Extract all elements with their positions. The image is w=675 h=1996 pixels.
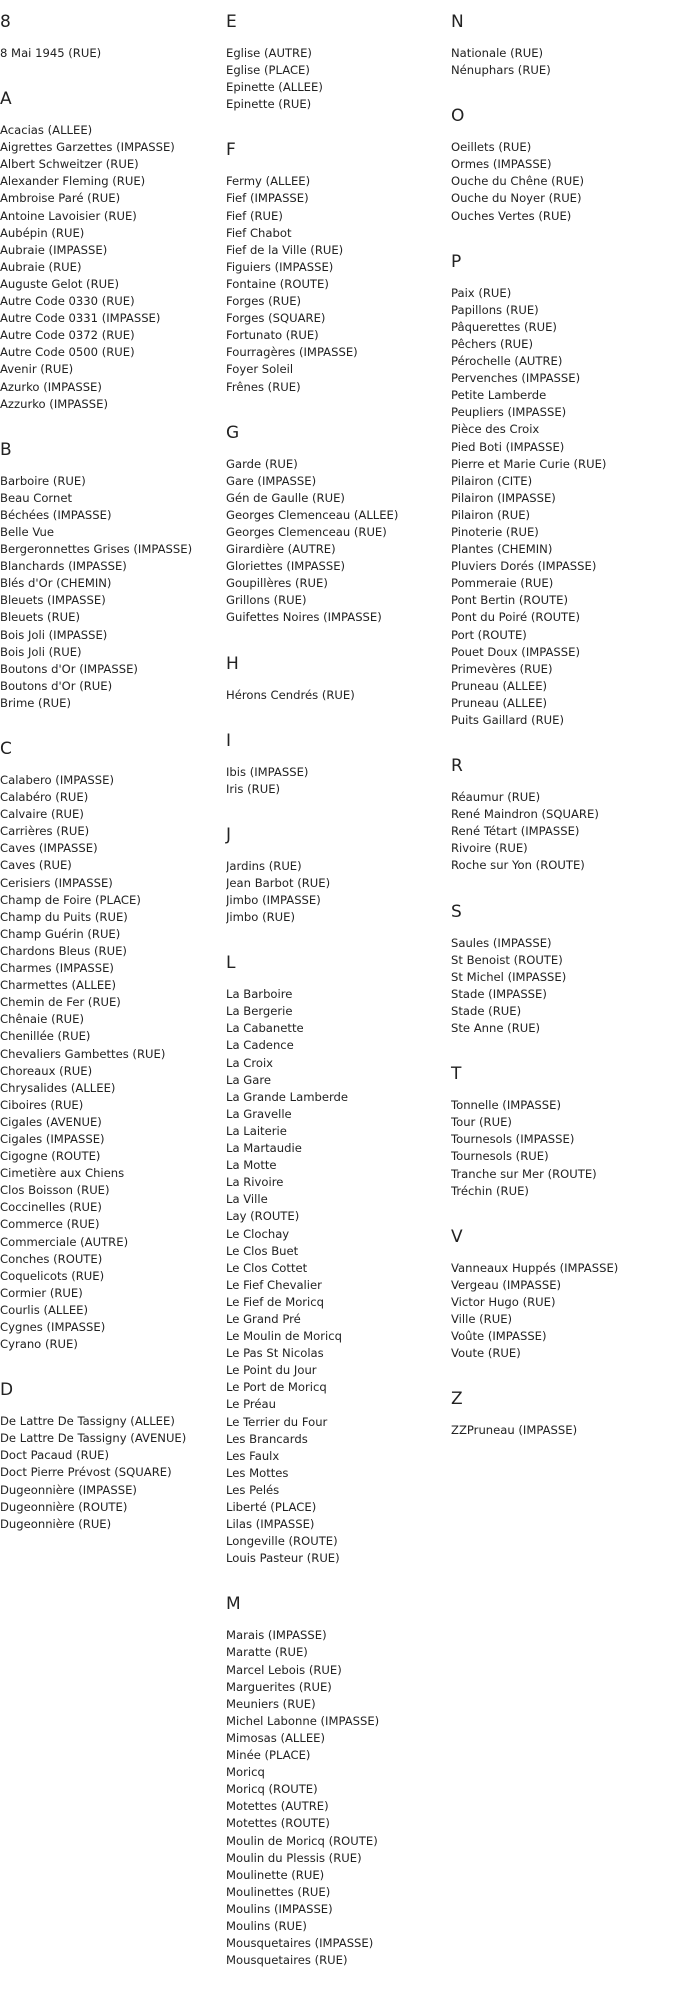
street-link[interactable]: Iris (RUE) [226, 781, 281, 796]
street-link[interactable]: La Rivoire [226, 1175, 284, 1190]
street-link[interactable]: La Martaudie [226, 1141, 302, 1156]
street-list [451, 935, 673, 1038]
street-link[interactable]: 8 Mai 1945 (RUE) [0, 46, 102, 60]
letter-section [226, 140, 448, 395]
street-list [226, 687, 448, 704]
street-list [226, 764, 448, 798]
street-link[interactable]: Lay (ROUTE) [226, 1209, 300, 1224]
letter-section [451, 252, 673, 729]
street-link[interactable]: Blés d'Or (CHEMIN) [0, 576, 112, 591]
section-letter-heading: J [226, 824, 232, 845]
street-link[interactable]: La Ville [226, 1192, 268, 1207]
street-link[interactable]: Chardons Bleus (RUE) [0, 943, 127, 958]
index-column-1 [0, 12, 222, 1560]
street-link[interactable]: Ouche du Noyer (RUE) [451, 191, 582, 206]
street-link[interactable]: Pont du Poiré (ROUTE) [451, 610, 580, 625]
letter-section [226, 1594, 448, 1969]
street-list [451, 1422, 673, 1439]
street-list [0, 772, 222, 1353]
street-link[interactable]: La Cabanette [226, 1021, 304, 1036]
street-link[interactable]: Le Grand Pré [226, 1311, 301, 1326]
street-list [451, 139, 673, 224]
street-link[interactable]: Antoine Lavoisier (RUE) [0, 208, 137, 223]
street-link[interactable]: Epinette (RUE) [226, 97, 312, 112]
street-link[interactable]: Maratte (RUE) [226, 1645, 308, 1660]
street-link[interactable]: Autre Code 0500 (RUE) [0, 345, 135, 360]
street-link[interactable]: Nénuphars (RUE) [451, 63, 551, 78]
street-list [226, 173, 448, 395]
street-link[interactable]: St Michel (IMPASSE) [451, 969, 567, 984]
section-letter-heading: R [451, 756, 463, 777]
street-link[interactable]: Calabero (IMPASSE) [0, 773, 115, 787]
street-link[interactable]: Barboire (RUE) [0, 473, 86, 488]
street-link[interactable]: Motettes (AUTRE) [226, 1799, 329, 1814]
street-link[interactable]: Voute (RUE) [451, 1346, 521, 1361]
letter-section [451, 902, 673, 1038]
street-link[interactable]: Belle Vue [0, 524, 54, 539]
street-link[interactable]: La Motte [226, 1158, 277, 1173]
street-link[interactable]: Carrières (RUE) [0, 824, 90, 839]
street-link[interactable]: La Cadence [226, 1038, 294, 1053]
street-link[interactable]: Forges (SQUARE) [226, 311, 326, 326]
street-link[interactable]: Stade (IMPASSE) [451, 986, 547, 1001]
street-link[interactable]: Moricq (ROUTE) [226, 1782, 318, 1797]
street-link[interactable]: ZZPruneau (IMPASSE) [451, 1423, 578, 1438]
street-link[interactable]: Le Pas St Nicolas [226, 1346, 324, 1361]
street-link[interactable]: Fief Chabot [226, 225, 292, 240]
street-list [226, 456, 448, 627]
street-link[interactable]: Liberté (PLACE) [226, 1500, 317, 1514]
letter-section [226, 12, 448, 113]
street-link[interactable]: Pierre et Marie Curie (RUE) [451, 456, 607, 471]
section-letter-heading: P [451, 251, 462, 272]
street-list [451, 285, 673, 729]
street-link[interactable]: Alexander Fleming (RUE) [0, 174, 146, 189]
street-link[interactable]: Réaumur (RUE) [451, 790, 541, 805]
street-link[interactable]: Champ Guérin (RUE) [0, 926, 121, 941]
street-link[interactable]: Figuiers (IMPASSE) [226, 259, 334, 274]
street-link[interactable]: Girardière (AUTRE) [226, 542, 336, 557]
street-link[interactable]: Bleuets (RUE) [0, 610, 80, 625]
street-link[interactable]: Pilairon (IMPASSE) [451, 490, 556, 505]
street-link[interactable]: Chenillée (RUE) [0, 1029, 91, 1044]
street-link[interactable]: Cigales (AVENUE) [0, 1114, 102, 1129]
street-link[interactable]: Jardins (RUE) [226, 858, 302, 873]
street-link[interactable]: Calvaire (RUE) [0, 807, 84, 822]
street-link[interactable]: Marais (IMPASSE) [226, 1628, 327, 1643]
street-list [0, 122, 222, 413]
section-letter-heading: L [226, 953, 236, 974]
street-link[interactable]: La Croix [226, 1055, 274, 1070]
street-link[interactable]: Oeillets (RUE) [451, 140, 532, 155]
street-link[interactable]: Boutons d'Or (RUE) [0, 678, 113, 693]
letter-section [0, 1380, 222, 1533]
street-link[interactable]: Chevaliers Gambettes (RUE) [0, 1046, 166, 1061]
street-link[interactable]: Le Clos Buet [226, 1243, 299, 1258]
street-link[interactable]: Pâquerettes (RUE) [451, 319, 557, 334]
street-link[interactable]: Cygnes (IMPASSE) [0, 1320, 106, 1334]
street-link[interactable]: Le Clochay [226, 1226, 290, 1241]
section-letter-heading: F [226, 140, 236, 161]
street-link[interactable]: Port (ROUTE) [451, 627, 527, 642]
street-link[interactable]: Eglise (AUTRE) [226, 46, 312, 60]
street-link[interactable]: Vanneaux Huppés (IMPASSE) [451, 1260, 619, 1275]
street-link[interactable]: Ste Anne (RUE) [451, 1021, 541, 1036]
street-link[interactable]: Primevères (RUE) [451, 661, 553, 676]
street-link[interactable]: Bleuets (IMPASSE) [0, 593, 106, 608]
letter-section [226, 731, 448, 798]
street-link[interactable]: Fief (IMPASSE) [226, 191, 309, 206]
letter-section [451, 756, 673, 874]
street-link[interactable]: Guifettes Noires (IMPASSE) [226, 610, 382, 625]
street-link[interactable]: Choreaux (RUE) [0, 1063, 93, 1078]
street-link[interactable]: Gare (IMPASSE) [226, 473, 317, 488]
street-link[interactable]: Autre Code 0330 (RUE) [0, 294, 135, 309]
section-letter-heading: S [451, 901, 462, 922]
street-link[interactable]: Bergeronnettes Grises (IMPASSE) [0, 542, 193, 557]
street-link[interactable]: Papillons (RUE) [451, 302, 539, 317]
street-link[interactable]: La Bergerie [226, 1004, 293, 1019]
street-link[interactable]: Aubépin (RUE) [0, 225, 85, 240]
street-link[interactable]: Gén de Gaulle (RUE) [226, 490, 345, 505]
section-letter-heading: T [451, 1064, 462, 1085]
street-link[interactable]: Goupillères (RUE) [226, 576, 328, 591]
section-letter-heading: G [226, 422, 240, 443]
street-link[interactable]: Grillons (RUE) [226, 593, 307, 608]
street-link[interactable]: Stade (RUE) [451, 1003, 522, 1018]
street-link[interactable]: Commerce (RUE) [0, 1217, 100, 1232]
street-link[interactable]: Azurko (IMPASSE) [0, 379, 102, 394]
street-link[interactable]: La Gravelle [226, 1106, 292, 1121]
street-link[interactable]: Le Clos Cottet [226, 1260, 308, 1275]
street-link[interactable]: Lilas (IMPASSE) [226, 1517, 315, 1532]
street-link[interactable]: Pommeraie (RUE) [451, 576, 554, 591]
street-link[interactable]: Roche sur Yon (ROUTE) [451, 858, 585, 873]
street-link[interactable]: Motettes (ROUTE) [226, 1816, 330, 1831]
section-letter-heading: E [226, 12, 237, 32]
street-link[interactable]: La Barboire [226, 987, 293, 1002]
street-link[interactable]: Le Préau [226, 1397, 276, 1412]
street-link[interactable]: Aubraie (IMPASSE) [0, 242, 108, 257]
street-link[interactable]: La Laiterie [226, 1123, 287, 1138]
street-link[interactable]: Ibis (IMPASSE) [226, 764, 309, 779]
street-link[interactable]: Bois Joli (RUE) [0, 644, 82, 659]
street-link[interactable]: Pêchers (RUE) [451, 336, 533, 351]
street-link[interactable]: Caves (RUE) [0, 858, 72, 873]
street-list [451, 1260, 673, 1363]
street-link[interactable]: Moulins (IMPASSE) [226, 1901, 333, 1916]
street-link[interactable]: Les Mottes [226, 1465, 289, 1480]
street-link[interactable]: Dugeonnière (RUE) [0, 1516, 112, 1531]
section-letter-heading: N [451, 12, 464, 32]
street-link[interactable]: Caves (IMPASSE) [0, 841, 98, 856]
street-link[interactable]: Ouches Vertes (RUE) [451, 208, 572, 223]
street-link[interactable]: Garde (RUE) [226, 456, 298, 471]
street-link[interactable]: Boutons d'Or (IMPASSE) [0, 661, 138, 676]
street-link[interactable]: Cormier (RUE) [0, 1285, 83, 1300]
street-list [226, 45, 448, 113]
letter-section [226, 423, 448, 627]
index-column-3 [451, 12, 673, 1466]
street-link[interactable]: Meuniers (RUE) [226, 1696, 316, 1711]
street-link[interactable]: Moulinettes (RUE) [226, 1884, 331, 1899]
street-link[interactable]: Pied Boti (IMPASSE) [451, 439, 565, 454]
street-link[interactable]: Le Terrier du Four [226, 1414, 328, 1429]
street-link[interactable]: Epinette (ALLEE) [226, 80, 323, 95]
letter-section [226, 953, 448, 1567]
street-link[interactable]: Nationale (RUE) [451, 46, 544, 60]
street-link[interactable]: Aubraie (RUE) [0, 259, 82, 274]
street-link[interactable]: Auguste Gelot (RUE) [0, 276, 119, 291]
index-column-2 [226, 12, 448, 1996]
street-link[interactable]: Commerciale (AUTRE) [0, 1234, 129, 1249]
street-link[interactable]: Tonnelle (IMPASSE) [451, 1098, 561, 1113]
street-link[interactable]: Champ de Foire (PLACE) [0, 892, 141, 907]
street-link[interactable]: Cigogne (ROUTE) [0, 1149, 101, 1164]
letter-section [0, 12, 222, 62]
street-link[interactable]: Autre Code 0331 (IMPASSE) [0, 311, 161, 326]
street-link[interactable]: Victor Hugo (RUE) [451, 1294, 556, 1309]
street-link[interactable]: Tour (RUE) [451, 1115, 512, 1130]
street-link[interactable]: Courlis (ALLEE) [0, 1302, 89, 1317]
letter-section [0, 89, 222, 413]
street-link[interactable]: Coccinelles (RUE) [0, 1200, 102, 1215]
street-link[interactable]: Peupliers (IMPASSE) [451, 405, 567, 420]
street-link[interactable]: Cerisiers (IMPASSE) [0, 875, 113, 890]
section-letter-heading: A [0, 89, 12, 110]
street-link[interactable]: Petite Lamberde [451, 388, 547, 403]
letter-section [451, 1064, 673, 1200]
street-link[interactable]: Pérochelle (AUTRE) [451, 354, 563, 369]
street-link[interactable]: Mousquetaires (IMPASSE) [226, 1936, 374, 1951]
street-link[interactable]: Champ du Puits (RUE) [0, 909, 128, 924]
street-link[interactable]: Paix (RUE) [451, 285, 512, 300]
section-letter-heading: D [0, 1380, 14, 1401]
street-link[interactable]: Frênes (RUE) [226, 379, 301, 394]
street-link[interactable]: Plantes (CHEMIN) [451, 542, 553, 557]
street-link[interactable]: Ciboires (RUE) [0, 1097, 84, 1112]
street-link[interactable]: Ouche du Chêne (RUE) [451, 174, 585, 189]
street-link[interactable]: Les Brancards [226, 1431, 308, 1446]
street-link[interactable]: La Gare [226, 1072, 271, 1087]
street-link[interactable]: Albert Schweitzer (RUE) [0, 157, 139, 172]
street-link[interactable]: Le Fief de Moricq [226, 1294, 325, 1309]
street-list [0, 45, 222, 62]
street-link[interactable]: Georges Clemenceau (RUE) [226, 524, 387, 539]
street-link[interactable]: Marcel Lebois (RUE) [226, 1662, 342, 1677]
street-link[interactable]: De Lattre De Tassigny (AVENUE) [0, 1431, 187, 1446]
street-link[interactable]: Les Pelés [226, 1482, 280, 1497]
street-link[interactable]: Fermy (ALLEE) [226, 174, 311, 189]
street-list [0, 1413, 222, 1533]
street-link[interactable]: Foyer Soleil [226, 362, 294, 377]
street-link[interactable]: Le Point du Jour [226, 1363, 317, 1378]
street-link[interactable]: Charmettes (ALLEE) [0, 978, 117, 993]
street-list [226, 1627, 448, 1969]
letter-section [0, 440, 222, 712]
street-link[interactable]: Tournesols (IMPASSE) [451, 1132, 575, 1147]
section-letter-heading: I [226, 730, 232, 751]
letter-section [451, 12, 673, 79]
street-link[interactable]: Moulin de Moricq (ROUTE) [226, 1833, 378, 1848]
street-link[interactable]: Cimetière aux Chiens [0, 1166, 125, 1181]
street-link[interactable]: Chemin de Fer (RUE) [0, 995, 121, 1010]
street-link[interactable]: Hérons Cendrés (RUE) [226, 687, 355, 702]
street-list [451, 1097, 673, 1200]
street-link[interactable]: Rivoire (RUE) [451, 841, 528, 856]
street-link[interactable]: Pouet Doux (IMPASSE) [451, 644, 580, 659]
street-link[interactable]: Ambroise Paré (RUE) [0, 191, 121, 206]
street-link[interactable]: René Tétart (IMPASSE) [451, 824, 580, 839]
street-link[interactable]: Conches (ROUTE) [0, 1251, 103, 1266]
street-link[interactable]: Eglise (PLACE) [226, 63, 310, 78]
street-link[interactable]: Doct Pierre Prévost (SQUARE) [0, 1465, 172, 1480]
section-letter-heading: 8 [0, 12, 11, 32]
street-link[interactable]: Moulin du Plessis (RUE) [226, 1850, 362, 1865]
street-link[interactable]: Jimbo (RUE) [226, 910, 295, 925]
street-link[interactable]: Forges (RUE) [226, 294, 302, 309]
street-link[interactable]: Pervenches (IMPASSE) [451, 371, 581, 386]
street-link[interactable]: Mimosas (ALLEE) [226, 1730, 326, 1745]
street-link[interactable]: Clos Boisson (RUE) [0, 1183, 110, 1198]
street-link[interactable]: Coquelicots (RUE) [0, 1268, 105, 1283]
street-link[interactable]: Brime (RUE) [0, 695, 71, 710]
street-link[interactable]: Blanchards (IMPASSE) [0, 559, 127, 574]
street-link[interactable]: Jimbo (IMPASSE) [226, 893, 321, 907]
street-link[interactable]: Fourragères (IMPASSE) [226, 345, 358, 360]
street-list [226, 986, 448, 1567]
street-link[interactable]: René Maindron (SQUARE) [451, 807, 599, 822]
street-link[interactable]: Tréchin (RUE) [451, 1183, 529, 1198]
section-letter-heading: B [0, 439, 12, 460]
street-link[interactable]: Pluviers Dorés (IMPASSE) [451, 559, 597, 574]
street-list [0, 473, 222, 712]
street-link[interactable]: Mousquetaires (RUE) [226, 1953, 348, 1968]
street-link[interactable]: Aigrettes Garzettes (IMPASSE) [0, 140, 175, 155]
street-link[interactable]: Fontaine (ROUTE) [226, 276, 329, 291]
street-link[interactable]: Tranche sur Mer (ROUTE) [451, 1166, 597, 1181]
street-link[interactable]: Bois Joli (IMPASSE) [0, 627, 108, 642]
street-link[interactable]: Les Faulx [226, 1448, 280, 1463]
street-link[interactable]: Marguerites (RUE) [226, 1679, 332, 1694]
street-link[interactable]: Pruneau (ALLEE) [451, 695, 548, 710]
letter-section [0, 739, 222, 1353]
street-link[interactable]: Vergeau (IMPASSE) [451, 1277, 562, 1292]
section-letter-heading: V [451, 1226, 463, 1247]
street-link[interactable]: Puits Gaillard (RUE) [451, 713, 565, 727]
street-link[interactable]: Georges Clemenceau (ALLEE) [226, 507, 399, 522]
section-letter-heading: H [226, 653, 239, 674]
street-link[interactable]: Pièce des Croix [451, 422, 540, 437]
street-link[interactable]: Chrysalides (ALLEE) [0, 1080, 116, 1095]
section-letter-heading: M [226, 1594, 241, 1615]
street-link[interactable]: Ormes (IMPASSE) [451, 157, 552, 172]
letter-section [451, 1227, 673, 1363]
street-link[interactable]: Fortunato (RUE) [226, 328, 319, 343]
street-link[interactable]: Gloriettes (IMPASSE) [226, 559, 346, 574]
street-link[interactable]: Le Moulin de Moricq [226, 1329, 342, 1344]
street-link[interactable]: Ville (RUE) [451, 1311, 513, 1326]
street-link[interactable]: Fief de la Ville (RUE) [226, 242, 344, 257]
street-link[interactable]: Pinoterie (RUE) [451, 524, 539, 539]
street-link[interactable]: Minée (PLACE) [226, 1748, 311, 1763]
street-link[interactable]: Chênaie (RUE) [0, 1012, 84, 1027]
street-link[interactable]: Béchées (IMPASSE) [0, 507, 112, 522]
street-link[interactable]: Louis Pasteur (RUE) [226, 1551, 340, 1566]
street-link[interactable]: Michel Labonne (IMPASSE) [226, 1713, 380, 1728]
street-link[interactable]: Dugeonnière (ROUTE) [0, 1499, 128, 1514]
street-link[interactable]: Pont Bertin (ROUTE) [451, 593, 569, 608]
street-link[interactable]: Pilairon (CITE) [451, 473, 533, 488]
street-link[interactable]: Dugeonnière (IMPASSE) [0, 1482, 137, 1497]
letter-section [451, 1389, 673, 1439]
street-link[interactable]: Jean Barbot (RUE) [226, 875, 331, 890]
street-link[interactable]: Pruneau (ALLEE) [451, 678, 548, 693]
street-link[interactable]: De Lattre De Tassigny (ALLEE) [0, 1414, 175, 1429]
street-link[interactable]: Autre Code 0372 (RUE) [0, 328, 135, 343]
street-link[interactable]: La Grande Lamberde [226, 1089, 349, 1104]
street-link[interactable]: Voûte (IMPASSE) [451, 1329, 547, 1344]
street-link[interactable]: Fief (RUE) [226, 208, 283, 223]
street-link[interactable]: Beau Cornet [0, 490, 73, 505]
section-letter-heading: O [451, 106, 465, 127]
street-link[interactable]: Tournesols (RUE) [451, 1149, 549, 1164]
street-link[interactable]: Charmes (IMPASSE) [0, 961, 114, 976]
street-link[interactable]: Acacias (ALLEE) [0, 123, 93, 138]
street-list [451, 45, 673, 79]
street-link[interactable]: Moulins (RUE) [226, 1918, 307, 1933]
letter-section [226, 825, 448, 926]
street-link[interactable]: Cyrano (RUE) [0, 1337, 78, 1352]
section-letter-heading: C [0, 739, 12, 759]
street-link[interactable]: St Benoist (ROUTE) [451, 952, 563, 967]
street-link[interactable]: Avenir (RUE) [0, 362, 74, 377]
street-link[interactable]: Pilairon (RUE) [451, 507, 531, 522]
street-link[interactable]: Longeville (ROUTE) [226, 1534, 338, 1549]
street-link[interactable]: Cigales (IMPASSE) [0, 1131, 105, 1146]
street-list [451, 789, 673, 874]
street-link[interactable]: Azzurko (IMPASSE) [0, 396, 108, 411]
street-link[interactable]: Le Port de Moricq [226, 1380, 327, 1395]
section-letter-heading: Z [451, 1389, 463, 1410]
street-link[interactable]: Moulinette (RUE) [226, 1867, 325, 1882]
letter-section [226, 654, 448, 704]
street-link[interactable]: Moricq [226, 1765, 265, 1780]
street-link[interactable]: Doct Pacaud (RUE) [0, 1448, 109, 1463]
letter-section [451, 106, 673, 224]
street-list [226, 858, 448, 926]
street-link[interactable]: Calabéro (RUE) [0, 790, 89, 805]
street-link[interactable]: Le Fief Chevalier [226, 1277, 322, 1292]
street-link[interactable]: Saules (IMPASSE) [451, 935, 552, 950]
